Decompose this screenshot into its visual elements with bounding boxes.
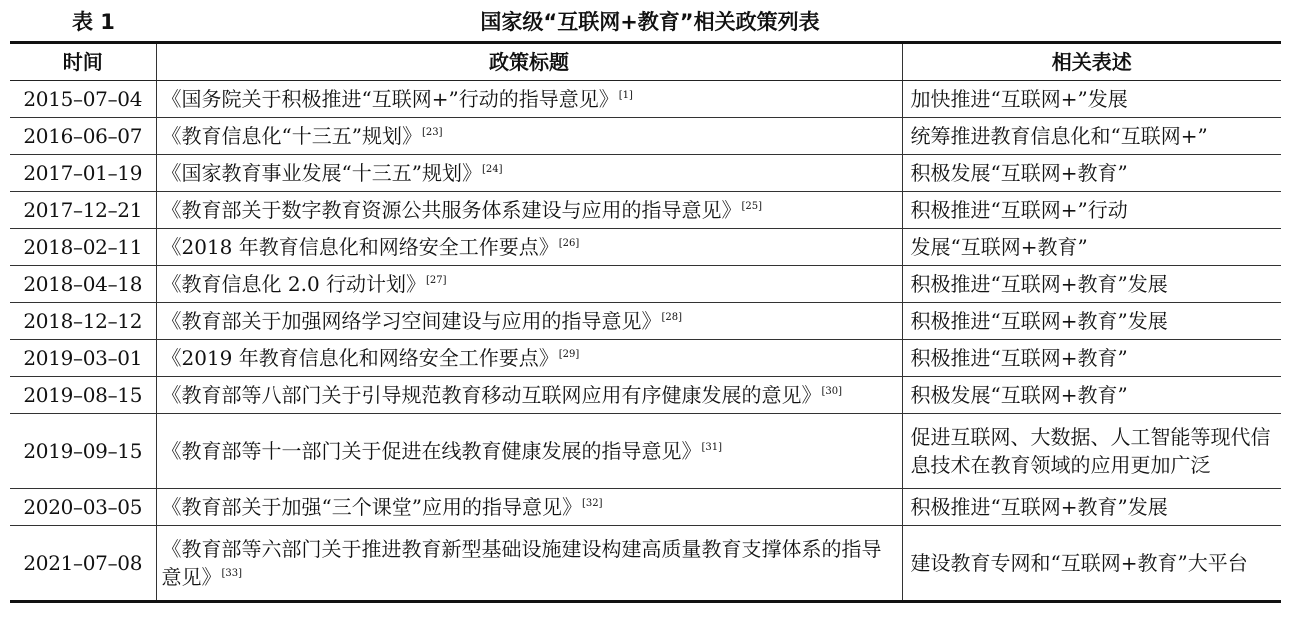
table-row [10, 192, 1281, 229]
row-description: 积极推进“互联网+教育”发展 [902, 489, 1281, 526]
policy-title-text: 《教育部等八部门关于引导规范教育移动互联网应用有序健康发展的意见》 [161, 383, 822, 407]
table-caption [0, 0, 1300, 40]
header-description: 相关表述 [902, 43, 1281, 81]
row-date: 2019–09–15 [10, 414, 156, 489]
header-policy-title: 政策标题 [156, 43, 902, 81]
citation-ref: [25] [741, 201, 763, 212]
row-policy-title [156, 266, 902, 303]
citation-ref: [33] [221, 568, 243, 579]
header-date: 时间 [10, 43, 156, 81]
policy-title-text: 《2019 年教育信息化和网络安全工作要点》 [161, 346, 559, 370]
row-date: 2018–12–12 [10, 303, 156, 340]
policy-title-text: 《国务院关于积极推进“互联网+”行动的指导意见》 [161, 87, 619, 111]
row-policy-title [156, 81, 902, 118]
row-description: 积极推进“互联网+教育”发展 [902, 266, 1281, 303]
row-description: 建设教育专网和“互联网+教育”大平台 [902, 526, 1281, 602]
citation-ref: [27] [426, 275, 447, 286]
table-row [10, 303, 1281, 340]
table-row [10, 118, 1281, 155]
row-date: 2017–01–19 [10, 155, 156, 192]
policy-title-text: 《教育部关于加强“三个课堂”应用的指导意见》 [161, 495, 582, 519]
table-row [10, 340, 1281, 377]
table-row [10, 229, 1281, 266]
table-title: 国家级“互联网+教育”相关政策列表 [480, 10, 820, 34]
policy-title-text: 《国家教育事业发展“十三五”规划》 [161, 161, 482, 185]
citation-ref: [24] [481, 164, 503, 175]
table-number: 表 1 [72, 10, 115, 34]
citation-ref: [31] [701, 442, 723, 453]
policy-title-text: 《教育部等六部门关于推进教育新型基础设施建设构建高质量教育支撑体系的指导意见》 [161, 537, 882, 589]
row-description: 积极发展“互联网+教育” [902, 155, 1281, 192]
table-row [10, 414, 1281, 489]
policy-table [10, 41, 1281, 603]
row-date: 2018–04–18 [10, 266, 156, 303]
row-date: 2021–07–08 [10, 526, 156, 602]
row-date: 2019–08–15 [10, 377, 156, 414]
row-policy-title [156, 118, 902, 155]
citation-ref: [29] [558, 349, 580, 360]
row-date: 2016–06–07 [10, 118, 156, 155]
policy-title-text: 《教育部关于加强网络学习空间建设与应用的指导意见》 [161, 309, 662, 333]
citation-ref: [26] [558, 238, 580, 249]
policy-title-text: 《教育部等十一部门关于促进在线教育健康发展的指导意见》 [161, 439, 702, 463]
table-row [10, 377, 1281, 414]
policy-title-text: 《2018 年教育信息化和网络安全工作要点》 [161, 235, 559, 259]
row-policy-title [156, 192, 902, 229]
row-policy-title [156, 229, 902, 266]
row-date: 2019–03–01 [10, 340, 156, 377]
table-row [10, 266, 1281, 303]
row-description: 积极推进“互联网+教育” [902, 340, 1281, 377]
table-row [10, 489, 1281, 526]
row-date: 2020–03–05 [10, 489, 156, 526]
row-policy-title [156, 526, 902, 602]
row-description: 促进互联网、大数据、人工智能等现代信息技术在教育领域的应用更加广泛 [902, 414, 1281, 489]
row-policy-title [156, 377, 902, 414]
policy-title-text: 《教育信息化 2.0 行动计划》 [161, 272, 427, 296]
row-policy-title [156, 155, 902, 192]
policy-title-text: 《教育信息化“十三五”规划》 [161, 124, 422, 148]
row-description: 积极推进“互联网+”行动 [902, 192, 1281, 229]
row-policy-title [156, 303, 902, 340]
citation-ref: [23] [421, 127, 443, 138]
table-row [10, 155, 1281, 192]
table-header-row [10, 43, 1281, 81]
table-row [10, 81, 1281, 118]
citation-ref: [28] [661, 312, 683, 323]
row-description: 发展“互联网+教育” [902, 229, 1281, 266]
row-description: 加快推进“互联网+”发展 [902, 81, 1281, 118]
citation-ref: [32] [581, 498, 603, 509]
policy-title-text: 《教育部关于数字教育资源公共服务体系建设与应用的指导意见》 [161, 198, 742, 222]
row-date: 2018–02–11 [10, 229, 156, 266]
row-description: 积极推进“互联网+教育”发展 [902, 303, 1281, 340]
table-row [10, 526, 1281, 602]
row-description: 统筹推进教育信息化和“互联网+” [902, 118, 1281, 155]
citation-ref: [30] [821, 386, 843, 397]
row-policy-title [156, 414, 902, 489]
row-date: 2015–07–04 [10, 81, 156, 118]
citation-ref: [1] [618, 90, 633, 101]
row-policy-title [156, 340, 902, 377]
row-date: 2017–12–21 [10, 192, 156, 229]
row-description: 积极发展“互联网+教育” [902, 377, 1281, 414]
row-policy-title [156, 489, 902, 526]
